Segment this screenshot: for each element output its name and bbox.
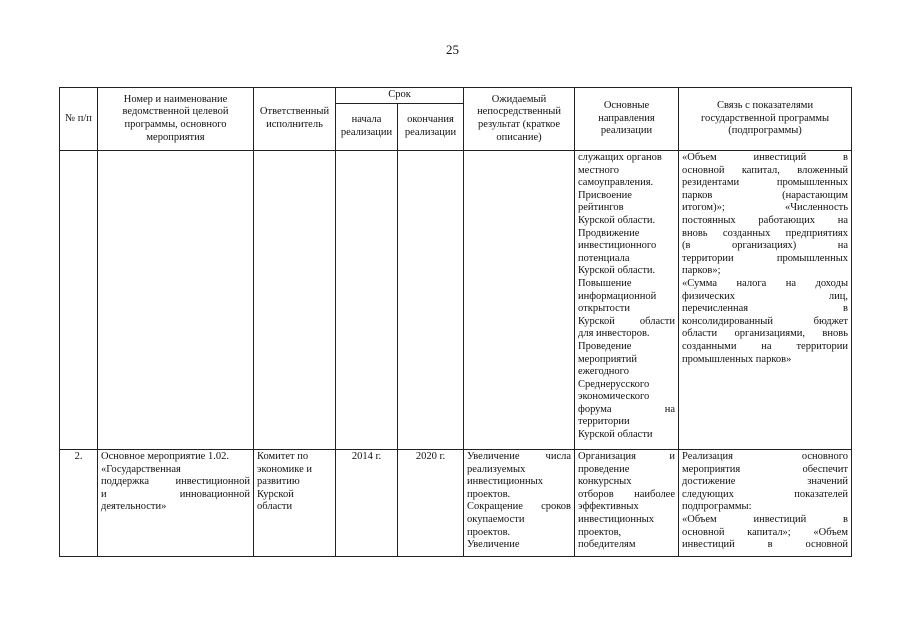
row2-directions-line: конкурсных: [578, 476, 632, 488]
row2-result-line: проектов.: [467, 488, 511, 500]
row1-name: [98, 151, 254, 450]
row1-directions-line: для инвесторов.: [578, 328, 650, 340]
row2-link-line: подпрограммы:: [682, 501, 752, 513]
row1-directions-line: мероприятий: [578, 353, 637, 365]
row1-link: [679, 151, 852, 450]
row2-executor-line: области: [257, 501, 293, 513]
header-num: № п/п: [60, 88, 98, 151]
header-term-end: окончания реализации: [398, 103, 464, 150]
row1-directions-line: Курской области.: [578, 214, 656, 226]
row1-directions-line: Присвоение: [578, 189, 632, 201]
row1-link-line: (в организациях) на: [682, 240, 849, 252]
row2-link: [679, 450, 852, 557]
row2-directions-line: проведение: [578, 463, 630, 475]
row2-executor-line: Курской: [257, 488, 294, 500]
row1-directions-line: рейтингов: [578, 202, 624, 214]
row2-link-line: достижение значений: [682, 476, 849, 488]
row1-link-line: территории промышленных: [682, 252, 849, 264]
row1-directions-line: Повышение: [578, 277, 632, 289]
row1-link-line: парков (нарастающим: [682, 189, 849, 201]
row1-directions-line: Курской области.: [578, 265, 656, 277]
header-directions: Основные направления реализации: [575, 88, 679, 151]
row1-link-line: промышленных парков»: [682, 353, 792, 365]
row2-executor: [254, 450, 336, 557]
row1-directions-line: местного: [578, 164, 619, 176]
row2-name-line: и инновационной: [101, 488, 250, 500]
row2-result-line: проектов.: [467, 526, 511, 538]
row1-link-line: области организациями, вновь: [682, 328, 849, 340]
row1-link-line: перечисленная в: [682, 303, 849, 315]
row2-result-line: Сокращение сроков: [467, 501, 572, 513]
row1-executor: [254, 151, 336, 450]
header-result: Ожидаемый непосредственный результат (краткое описание): [464, 88, 575, 151]
row1-directions-line: Среднерусского: [578, 378, 650, 390]
row1-directions-line: открытости: [578, 303, 630, 315]
header-row-1: [60, 88, 852, 104]
row1-link-line: консолидированный бюджет: [682, 315, 849, 327]
row1-link-line: физических лиц,: [682, 290, 849, 302]
row2-name-line: «Государственная: [101, 463, 181, 475]
row1-link-line: парков»;: [682, 265, 721, 277]
row2-executor-line: экономике и: [257, 463, 313, 475]
row2-link-line: основной капитал»; «Объем: [682, 526, 849, 538]
row1-num: [60, 151, 98, 450]
row1-link-line: вновь созданных предприятиях: [682, 227, 849, 239]
row2-name-line: поддержка инвестиционной: [101, 476, 250, 488]
row1-link-line: резидентами промышленных: [682, 177, 849, 189]
row1-directions: [575, 151, 679, 450]
row2-link-line: мероприятия обеспечит: [682, 463, 849, 475]
row1-link-line: итогом)»; «Численность: [682, 202, 849, 214]
row1-directions-line: ежегодного: [578, 366, 629, 378]
row1-directions-line: форума на: [578, 403, 676, 415]
row1-directions-line: служащих органов: [578, 152, 662, 163]
row2-link-line: инвестиций в основной: [682, 539, 849, 551]
row1-link-line: «Сумма налога на доходы: [682, 277, 849, 289]
row2-link-line: «Объем инвестиций в: [682, 513, 849, 525]
row1-result: [464, 151, 575, 450]
row2-directions-line: проектов,: [578, 526, 622, 538]
row2-directions: [575, 450, 679, 557]
header-term: Срок: [336, 88, 464, 104]
table-row: [60, 450, 852, 557]
row2-directions-line: Организация и: [578, 451, 676, 462]
row1-directions-line: Курской области: [578, 429, 653, 441]
row2-start: 2014 г.: [336, 450, 398, 557]
row1-directions-line: информационной: [578, 290, 657, 302]
row2-name: [98, 450, 254, 557]
row2-result-line: реализуемых: [467, 463, 526, 475]
row2-executor-line: Комитет по: [257, 451, 309, 462]
row1-directions-line: Курской области: [578, 315, 676, 327]
header-term-start: начала реализации: [336, 103, 398, 150]
row1-directions-line: территории: [578, 416, 630, 428]
row2-link-line: Реализация основного: [682, 451, 849, 462]
row2-result-line: Увеличение числа: [467, 451, 572, 462]
row2-num: 2.: [60, 450, 98, 557]
header-link: Связь с показателями государственной программы (подпрограммы): [679, 88, 852, 151]
row2-directions-line: эффективных: [578, 501, 639, 513]
row2-directions-line: отборов наиболее: [578, 488, 676, 500]
row1-start: [336, 151, 398, 450]
row2-result: [464, 450, 575, 557]
row2-link-line: следующих показателей: [682, 488, 849, 500]
row1-link-line: постоянных работающих на: [682, 214, 849, 226]
row1-directions-line: потенциала: [578, 252, 630, 264]
row1-directions-line: Проведение: [578, 340, 632, 352]
row2-name-line: деятельности»: [101, 501, 167, 513]
row2-name-line: Основное мероприятие 1.02.: [101, 451, 229, 462]
row2-result-line: инвестиционных: [467, 476, 543, 488]
table-row: [60, 151, 852, 450]
row1-link-line: «Объем инвестиций в: [682, 152, 849, 163]
row2-result-line: Увеличение: [467, 539, 520, 551]
row1-directions-line: Продвижение: [578, 227, 640, 239]
program-table: [59, 87, 852, 557]
row1-link-line: созданными на территории: [682, 340, 849, 352]
row2-directions-line: инвестиционных: [578, 513, 654, 525]
row1-link-line: основной капитал, вложенный: [682, 164, 849, 176]
row1-end: [398, 151, 464, 450]
row2-executor-line: развитию: [257, 476, 300, 488]
row2-result-line: окупаемости: [467, 513, 525, 525]
page-number: 25: [446, 42, 459, 57]
header-name: Номер и наименование ведомственной целевой программы, основного мероприятия: [98, 88, 254, 151]
header-executor: Ответственный исполнитель: [254, 88, 336, 151]
row1-directions-line: экономического: [578, 391, 650, 403]
row1-directions-line: самоуправления.: [578, 177, 654, 189]
row2-end: 2020 г.: [398, 450, 464, 557]
row1-directions-line: инвестиционного: [578, 240, 657, 252]
row2-directions-line: победителям: [578, 539, 636, 551]
